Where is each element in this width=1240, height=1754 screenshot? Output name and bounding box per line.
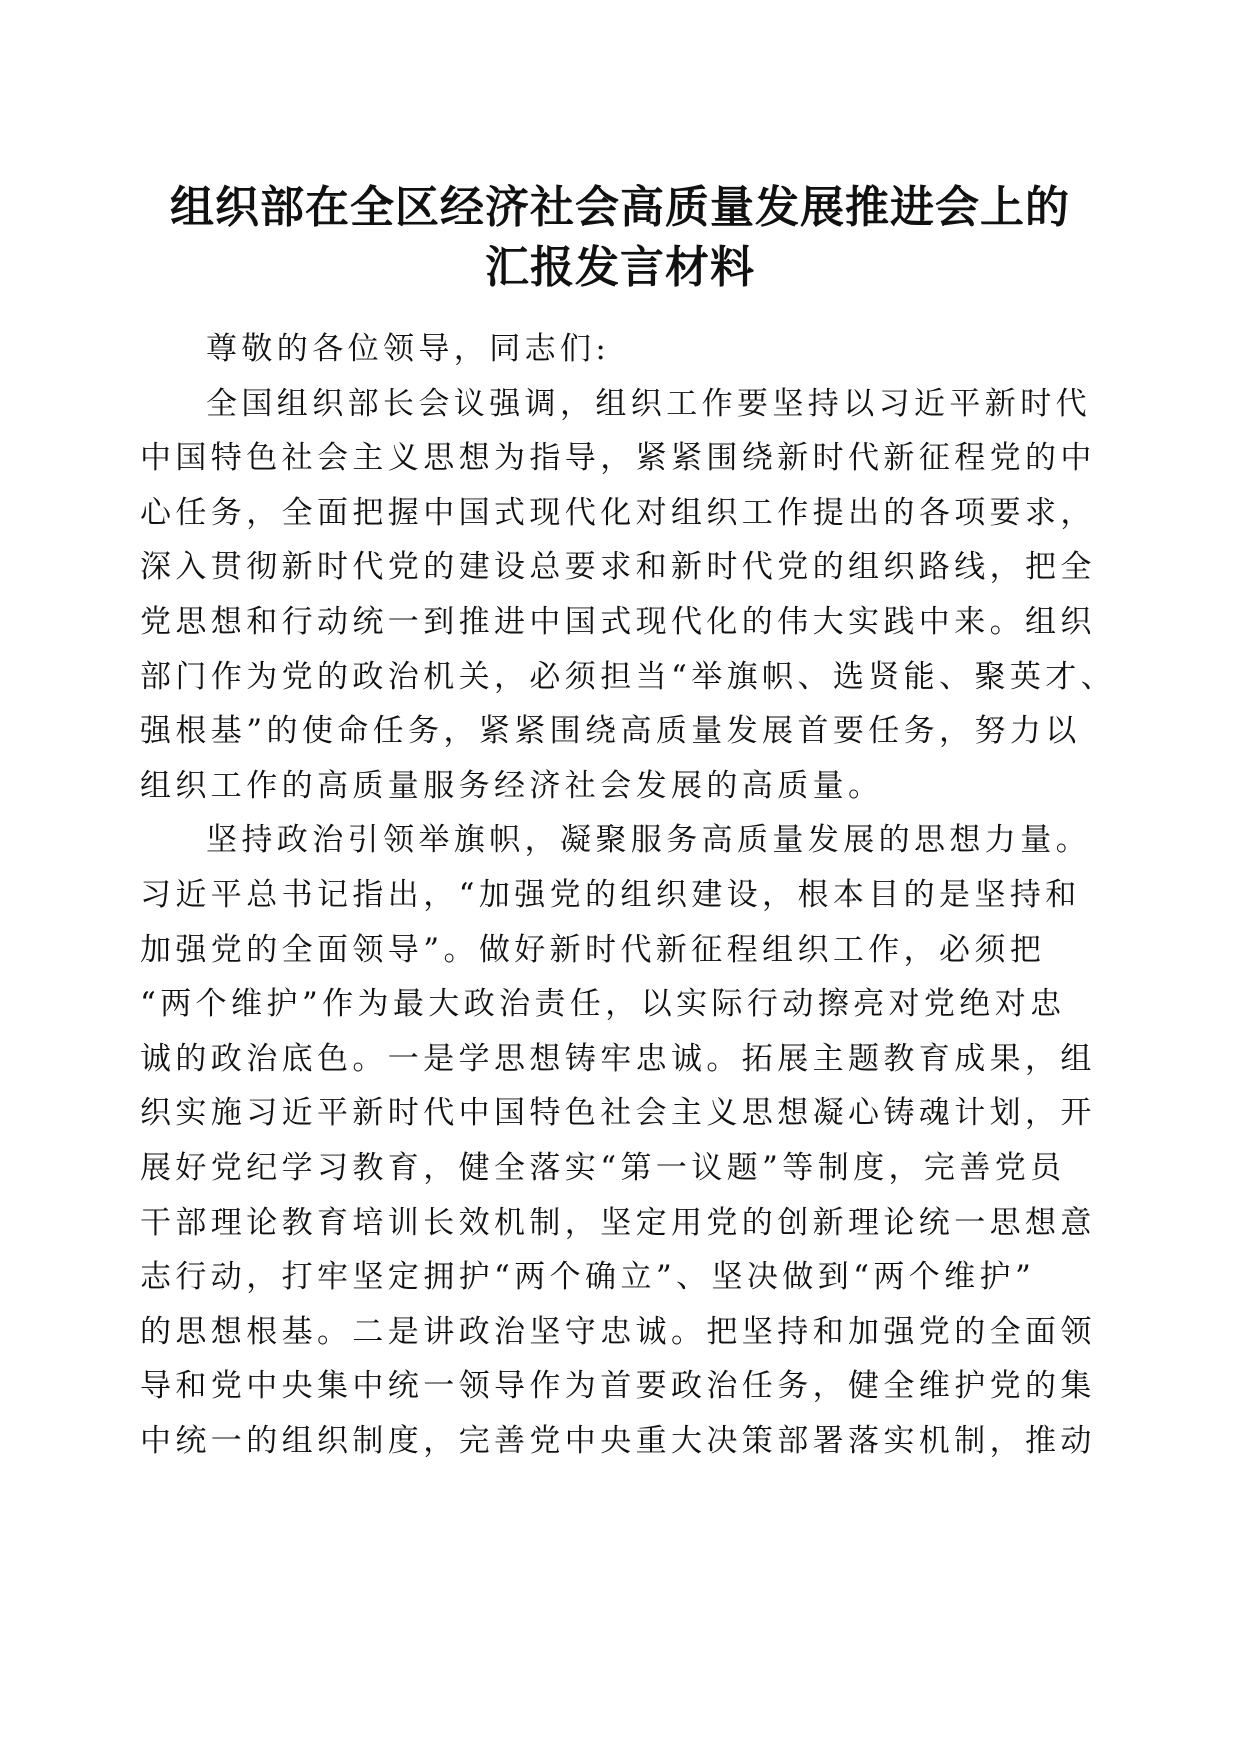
paragraph-line: 深入贯彻新时代党的建设总要求和新时代党的组织路线，把全 <box>140 549 1096 586</box>
paragraph-line: 干部理论教育培训长效机制，坚定用党的创新理论统一思想意 <box>140 1204 1096 1241</box>
paragraph-line: 党思想和行动统一到推进中国式现代化的伟大实践中来。组织 <box>140 603 1096 640</box>
paragraph-line: 部门作为党的政治机关，必须担当“举旗帜、选贤能、聚英才、 <box>140 658 1117 695</box>
paragraph-line: 展好党纪学习教育，健全落实“第一议题”等制度，完善党员 <box>140 1149 1066 1186</box>
paragraph-line: 的思想根基。二是讲政治坚守忠诚。把坚持和加强党的全面领 <box>140 1313 1096 1350</box>
document-title <box>140 178 1100 298</box>
paragraph-line: 组织工作的高质量服务经济社会发展的高质量。 <box>140 767 884 804</box>
paragraph-line: 中统一的组织制度，完善党中央重大决策部署落实机制，推动 <box>140 1422 1096 1459</box>
paragraph-2 <box>140 813 1100 1468</box>
title-line: 汇报发言材料 <box>485 242 755 293</box>
paragraph-1 <box>140 377 1117 814</box>
document-body <box>140 322 1117 1468</box>
paragraph-line: 加强党的全面领导”。做好新时代新征程组织工作，必须把 <box>140 931 1046 968</box>
paragraph-line: 强根基”的使命任务，紧紧围绕高质量发展首要任务，努力以 <box>140 713 1081 750</box>
paragraph-line: 坚持政治引领举旗帜，凝聚服务高质量发展的思想力量。 <box>206 822 1091 859</box>
salutation: 尊敬的各位领导，同志们: <box>206 331 611 367</box>
paragraph-line: 习近平总书记指出，“加强党的组织建设，根本目的是坚持和 <box>140 876 1081 913</box>
paragraph-line: “两个维护”作为最大政治责任，以实际行动擦亮对党绝对忠 <box>140 986 1066 1023</box>
paragraph-line: 心任务，全面把握中国式现代化对组织工作提出的各项要求， <box>140 494 1096 531</box>
paragraph-line: 导和党中央集中统一领导作为首要政治任务，健全维护党的集 <box>140 1368 1096 1405</box>
paragraph-line: 织实施习近平新时代中国特色社会主义思想凝心铸魂计划，开 <box>140 1095 1096 1132</box>
paragraph-line: 全国组织部长会议强调，组织工作要坚持以习近平新时代 <box>206 385 1091 422</box>
paragraph-line: 中国特色社会主义思想为指导，紧紧围绕新时代新征程党的中 <box>140 440 1096 477</box>
title-line: 组织部在全区经济社会高质量发展推进会上的 <box>170 182 1070 233</box>
paragraph-line: 诚的政治底色。一是学思想铸牢忠诚。拓展主题教育成果，组 <box>140 1040 1096 1077</box>
paragraph-line: 志行动，打牢坚定拥护“两个确立”、坚决做到“两个维护” <box>140 1259 1036 1296</box>
